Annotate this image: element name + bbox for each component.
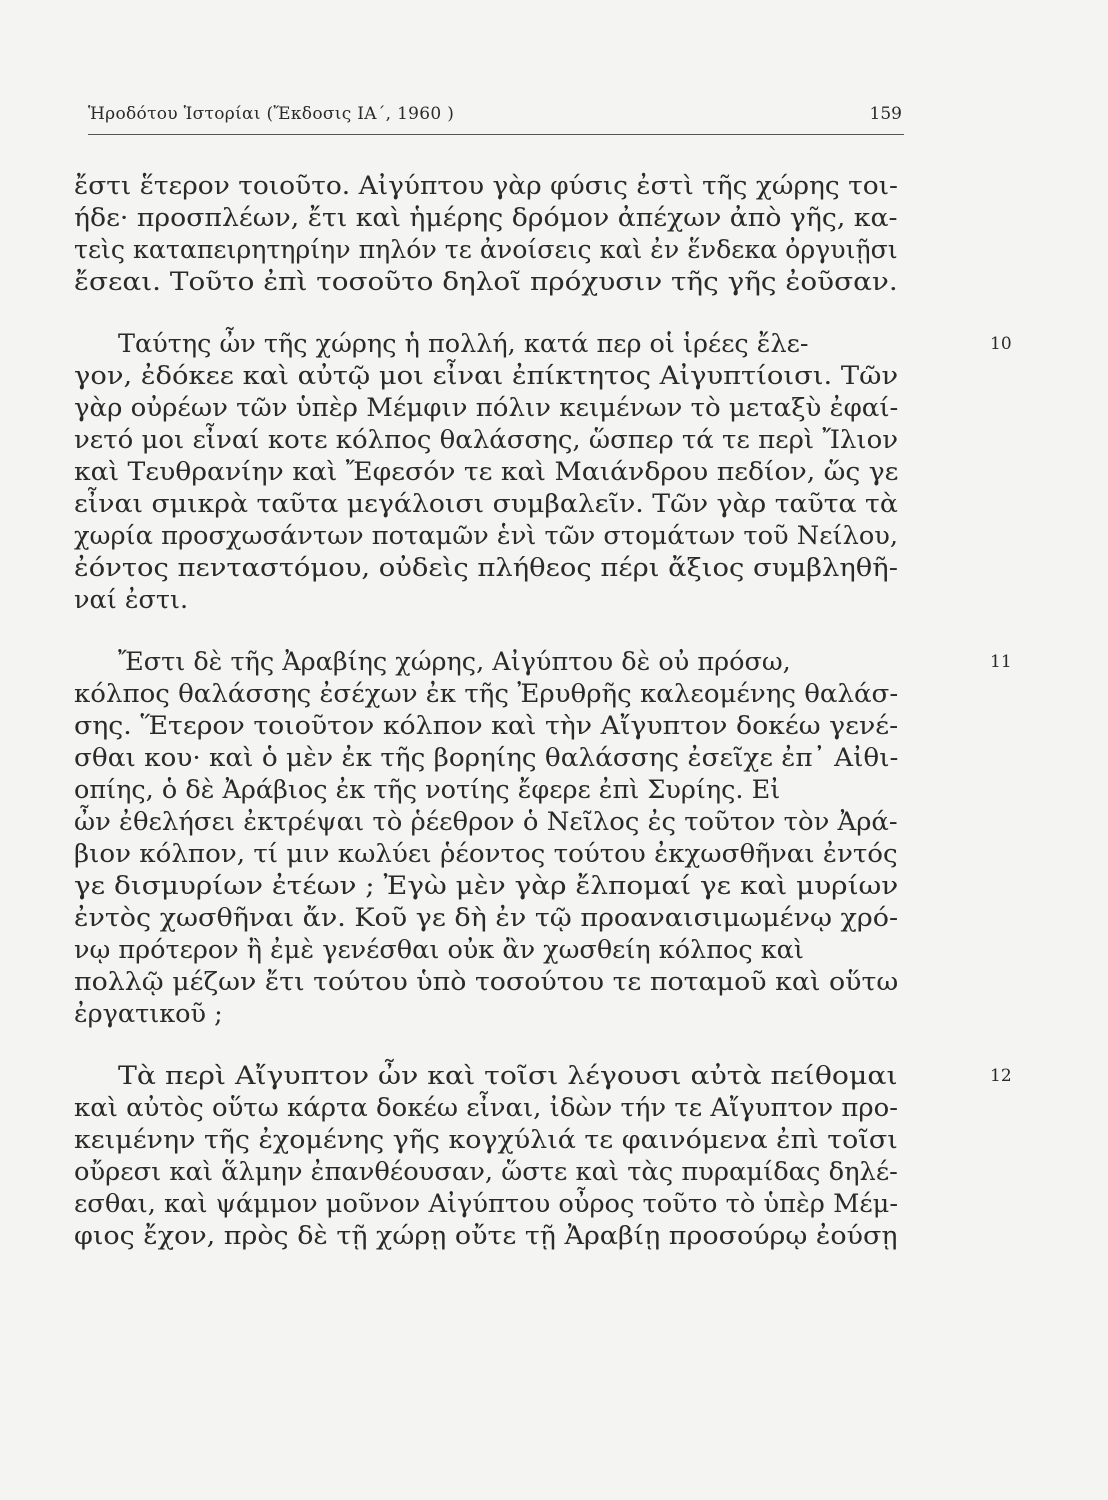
text-line: κόλπος θαλάσσης ἐσέχων ἐκ τῆς Ἐρυθρῆς καλεομένης θαλάσ- xyxy=(74,679,899,709)
text-line: γε δισμυρίων ἐτέων ; Ἐγὼ μὲν γὰρ ἔλπομαί γε καὶ μυρίων xyxy=(74,871,899,901)
text-line: Ταύτης ὦν τῆς χώρης ἡ πολλή, κατά περ οἱ ἱρέες ἔλε- xyxy=(118,329,809,359)
text-line: νῳ πρότερον ἢ ἐμὲ γενέσθαι οὐκ ἂν χωσθείη κόλπος καὶ xyxy=(74,935,804,965)
text-line: ἐργατικοῦ ; xyxy=(74,999,223,1029)
text-line: ναί ἐστι. xyxy=(74,585,189,615)
text-line: εσθαι, καὶ ψάμμον μοῦνον Αἰγύπτου οὖρος τοῦτο τὸ ὑπὲρ Μέμ- xyxy=(74,1189,899,1219)
text-line: ὦν ἐθελήσει ἐκτρέψαι τὸ ῥέεθρον ὁ Νεῖλος ἐς τοῦτον τὸν Ἀρά- xyxy=(74,807,898,837)
page-number: 159 xyxy=(869,104,902,124)
text-line: σης. Ἕτερον τοιοῦτον κόλπον καὶ τὴν Αἴγυπτον δοκέω γενέ- xyxy=(74,711,899,741)
text-line: γον, ἐδόκεε καὶ αὐτῷ μοι εἶναι ἐπίκτητος Αἰγυπτίοισι. Τῶν xyxy=(74,361,899,391)
text-line: ἔσεαι. Τοῦτο ἐπὶ τοσοῦτο δηλοῖ πρόχυσιν τῆς γῆς ἐοῦσαν. xyxy=(74,267,898,297)
text-line: βιον κόλπον, τί μιν κωλύει ῥέοντος τούτου ἐκχωσθῆναι ἐντός xyxy=(74,839,898,869)
section-number: 11 xyxy=(990,652,1012,672)
text-line: οὔρεσι καὶ ἅλμην ἐπανθέουσαν, ὥστε καὶ τὰς πυραμίδας δηλέ- xyxy=(74,1157,898,1187)
text-line: νετό μοι εἶναί κοτε κόλπος θαλάσσης, ὥσπερ τά τε περὶ Ἴλιον xyxy=(74,425,899,455)
text-line: Τὰ περὶ Αἴγυπτον ὦν καὶ τοῖσι λέγουσι αὐτὰ πείθομαι xyxy=(118,1061,898,1091)
text-line: οπίης, ὁ δὲ Ἀράβιος ἐκ τῆς νοτίης ἔφερε ἐπὶ Συρίης. Εἰ xyxy=(74,775,781,805)
header-title: Ἡροδότου Ἱστορίαι (Ἔκδοσις ΙΑ΄, 1960 ) xyxy=(88,104,455,124)
text-line: πολλῷ μέζων ἔτι τούτου ὑπὸ τοσούτου τε ποταμοῦ καὶ οὕτω xyxy=(74,967,899,997)
text-line: Ἔστι δὲ τῆς Ἀραβίης χώρης, Αἰγύπτου δὲ οὐ πρόσω, xyxy=(118,647,791,677)
text-line: εἶναι σμικρὰ ταῦτα μεγάλοισι συμβαλεῖν. Τῶν γὰρ ταῦτα τὰ xyxy=(74,489,898,519)
text-line: χωρία προσχωσάντων ποταμῶν ἑνὶ τῶν στομάτων τοῦ Νείλου, xyxy=(74,521,899,551)
text-line: σθαι κου· καὶ ὁ μὲν ἐκ τῆς βορηίης θαλάσσης ἐσεῖχε ἐπ᾽ Αἰθι- xyxy=(74,743,899,773)
running-header xyxy=(88,104,904,135)
text-line: φιος ἔχον, πρὸς δὲ τῇ χώρῃ οὔτε τῇ Ἀραβίῃ προσούρῳ ἐούσῃ xyxy=(74,1221,898,1251)
text-line: ἔστι ἕτερον τοιοῦτο. Αἰγύπτου γὰρ φύσις ἐστὶ τῆς χώρης τοι- xyxy=(74,171,898,201)
text-line: ήδε· προσπλέων, ἔτι καὶ ἡμέρης δρόμον ἀπέχων ἀπὸ γῆς, κα- xyxy=(74,203,898,233)
text-line: καὶ Τευθρανίην καὶ Ἔφεσόν τε καὶ Μαιάνδρου πεδίον, ὥς γε xyxy=(74,457,899,487)
text-line: γὰρ οὐρέων τῶν ὑπὲρ Μέμφιν πόλιν κειμένων τὸ μεταξὺ ἐφαί- xyxy=(74,393,899,423)
text-line: ἐντὸς χωσθῆναι ἄν. Κοῦ γε δὴ ἐν τῷ προαναισιμωμένῳ χρό- xyxy=(74,903,899,933)
text-line: ἐόντος πενταστόμου, οὐδεὶς πλήθεος πέρι ἄξιος συμβληθῆ- xyxy=(74,553,898,583)
text-line: κειμένην τῆς ἐχομένης γῆς κογχύλιά τε φαινόμενα ἐπὶ τοῖσι xyxy=(74,1125,898,1155)
section-number: 10 xyxy=(990,334,1012,354)
text-line: τεὶς καταπειρητηρίην πηλόν τε ἀνοίσεις καὶ ἐν ἕνδεκα ὀργυιῇσι xyxy=(74,235,898,265)
text-line: καὶ αὐτὸς οὕτω κάρτα δοκέω εἶναι, ἰδὼν τήν τε Αἴγυπτον προ- xyxy=(74,1093,899,1123)
section-number: 12 xyxy=(990,1066,1012,1086)
